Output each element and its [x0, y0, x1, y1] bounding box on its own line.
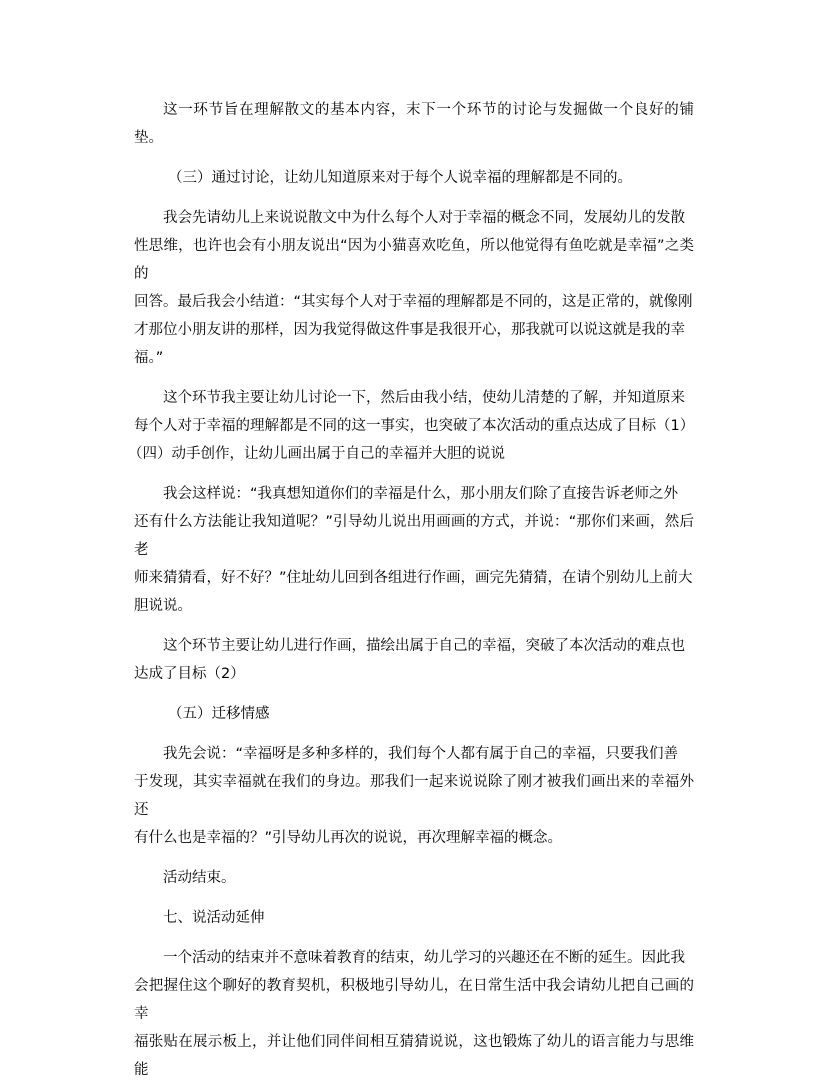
paragraph: [134, 480, 694, 620]
text-line: 师来猜猜看，好不好？”住址幼儿回到各组进行作画，画完先猜猜，在请个别幼儿上前大: [134, 570, 693, 586]
text-line: （三）通过讨论，让幼儿知道原来对于每个人说幸福的理解都是不同的。: [168, 170, 632, 186]
section-heading: [134, 904, 694, 932]
text-line: 会把握住这个聊好的教育契机，积极地引导幼儿，在日常生活中我会请幼儿把自己画的幸: [134, 978, 694, 1022]
text-line: 这个环节我主要让幼儿讨论一下，然后由我小结，使幼儿清楚的了解，并知道原来: [163, 390, 685, 406]
text-line: 福张贴在展示板上，并让他们同伴间相互猜猜说说，这也锻炼了幼儿的语言能力与思维能: [134, 1034, 694, 1078]
text-line: 达成了目标（2）: [134, 666, 245, 682]
text-line: 这一环节旨在理解散文的基本内容，末下一个环节的讨论与发掘做一个良好的铺垫。: [134, 102, 694, 146]
section-heading: [134, 164, 694, 192]
text-line: 我会先请幼儿上来说说散文中为什么每个人对于幸福的概念不同，发展幼儿的发散: [163, 210, 685, 226]
text-line: （五）迁移情感: [168, 706, 270, 722]
paragraph: [134, 204, 694, 372]
text-line: 这个环节主要让幼儿进行作画，描绘出属于自己的幸福，突破了本次活动的难点也: [163, 638, 685, 654]
text-line: 有什么也是幸福的？”引导幼儿再次的说说，再次理解幸福的概念。: [134, 830, 563, 846]
text-line: 福。”: [134, 350, 164, 366]
text-line: 才那位小朋友讲的那样，因为我觉得做这件事是我很开心，那我就可以说这就是我的幸: [134, 322, 685, 338]
paragraph: [134, 944, 694, 1084]
text-line: 性思维，也许也会有小朋友说出“因为小猫喜欢吃鱼，所以他觉得有鱼吃就是幸福”之类的: [134, 238, 694, 282]
text-line: 每个人对于幸福的理解都是不同的这一事实，也突破了本次活动的重点达成了目标（1）: [134, 418, 695, 434]
section-heading: [134, 700, 694, 728]
document-body: [128, 96, 695, 1084]
text-line: 一个活动的结束并不意味着教育的结束，幼儿学习的兴趣还在不断的延生。因此我: [163, 950, 685, 966]
text-line: 胆说说。: [134, 598, 192, 614]
paragraph: [134, 96, 694, 152]
paragraph: [128, 384, 695, 468]
text-line: 我先会说：“幸福呀是多种多样的，我们每个人都有属于自己的幸福，只要我们善: [163, 746, 679, 762]
text-line: 还有什么方法能让我知道呢？”引导幼儿说出用画画的方式，并说：“那你们来画，然后老: [134, 514, 694, 558]
text-line: 回答。最后我会小结道：“其实每个人对于幸福的理解都是不同的，这是正常的，就像刚: [134, 294, 693, 310]
paragraph: [134, 632, 694, 688]
paragraph: [134, 740, 694, 852]
text-line: 我会这样说：“我真想知道你们的幸福是什么，那小朋友们除了直接告诉老师之外: [163, 486, 679, 502]
section-heading: （四）动手创作，让幼儿画出属于自己的幸福并大胆的说说: [128, 446, 505, 462]
text-line: 于发现，其实幸福就在我们的身边。那我们一起来说说除了刚才被我们画出来的幸福外还: [134, 774, 694, 818]
text-line: 七、说活动延伸: [163, 910, 265, 926]
paragraph: [134, 864, 694, 892]
text-line: 活动结束。: [163, 870, 236, 886]
